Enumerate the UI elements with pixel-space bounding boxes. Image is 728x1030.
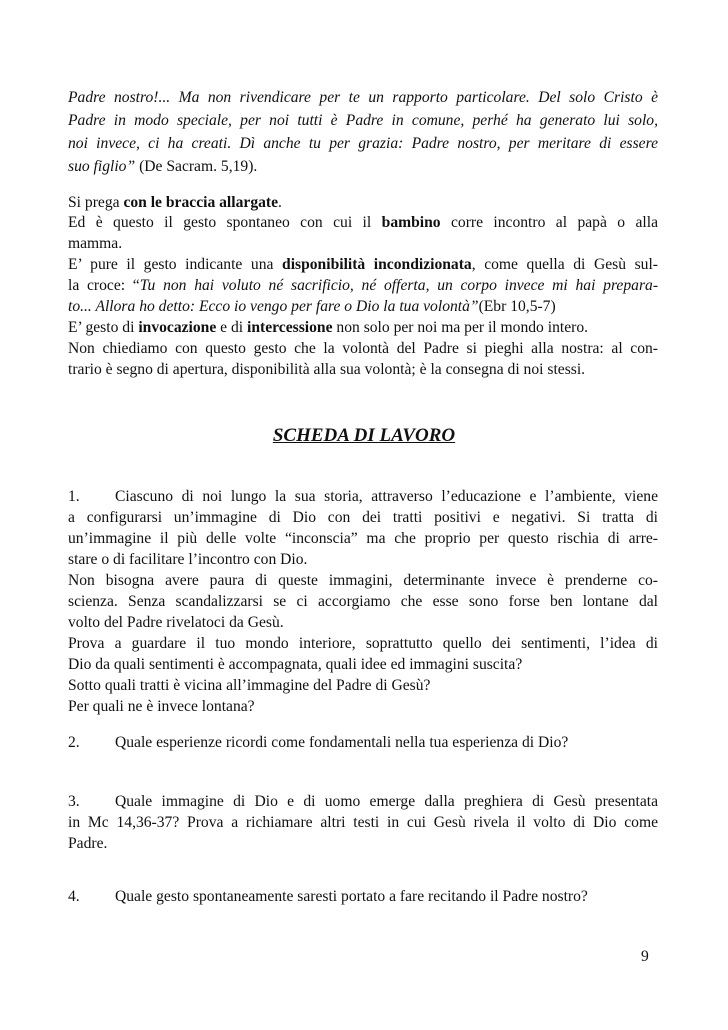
- paragraph-line: mamma.: [68, 235, 123, 252]
- paragraph-line: la croce: “Tu non hai voluto né sacrificio, né offerta, un corpo invece mi hai prepara-: [68, 277, 659, 294]
- question-line: stare o di facilitare l’incontro con Dio.: [68, 551, 308, 568]
- question-line: Prova a guardare il tuo mondo interiore, soprattutto quello dei sentimenti, l’idea di: [68, 635, 658, 652]
- quote-line: suo figlio” (De Sacram. 5,19).: [68, 158, 258, 175]
- quote-line: Padre nostro!... Ma non rivendicare per te un rapporto particolare. Del solo Cristo è: [68, 89, 658, 106]
- question-line: 2. Quale esperienze ricordi come fondamentali nella tua esperienza di Dio?: [68, 734, 569, 751]
- question-line: scienza. Senza scandalizzarsi se ci accorgiamo che esse sono forse ben lontane dal: [68, 593, 658, 610]
- question-number: 3.: [68, 793, 80, 810]
- page-number: 9: [641, 948, 649, 965]
- question-line: Per quali ne è invece lontana?: [68, 698, 255, 715]
- question-line: Padre.: [68, 835, 108, 852]
- question-number: 1.: [68, 488, 80, 505]
- paragraph-line: to... Allora ho detto: Ecco io vengo per fare o Dio la tua volontà”(Ebr 10,5-7): [68, 298, 556, 315]
- question-line: 1. Ciascuno di noi lungo la sua storia, attraverso l’educazione e l’ambiente, viene: [68, 488, 658, 505]
- question-line: volto del Padre rivelatoci da Gesù.: [68, 614, 284, 631]
- section-title: SCHEDA DI LAVORO: [272, 425, 456, 446]
- question-line: 3. Quale immagine di Dio e di uomo emerge dalla preghiera di Gesù presentata: [68, 793, 658, 810]
- question-line: a configurarsi un’immagine di Dio con dei tratti positivi e negativi. Si tratta di: [68, 509, 658, 526]
- question-line: in Mc 14,36-37? Prova a richiamare altri testi in cui Gesù rivela il volto di Dio come: [68, 814, 658, 831]
- quote-line: Padre in modo speciale, per noi tutti è Padre in comune, perhé ha generato lui solo,: [68, 112, 658, 129]
- paragraph-line: trario è segno di apertura, disponibilità alla sua volontà; è la consegna di noi stessi.: [68, 361, 586, 378]
- paragraph-line: Non chiediamo con questo gesto che la volontà del Padre si pieghi alla nostra: al con-: [68, 340, 658, 357]
- question-line: Non bisogna avere paura di queste immagini, determinante invece è prenderne co-: [68, 572, 658, 589]
- paragraph-line: E’ pure il gesto indicante una disponibilità incondizionata, come quella di Gesù sul-: [68, 256, 658, 273]
- question-line: un’immagine il più delle volte “inconscia” ma che proprio per questo rischia di arre-: [68, 530, 658, 547]
- paragraph-line: Ed è questo il gesto spontaneo con cui il bambino corre incontro al papà o alla: [68, 214, 658, 231]
- quote-citation: (De Sacram. 5,19).: [135, 158, 258, 175]
- paragraph-line: Si prega con le braccia allargate.: [68, 194, 282, 211]
- quote-line: noi invece, ci ha creati. Dì anche tu per grazia: Padre nostro, per meritare di essere: [68, 135, 658, 152]
- paragraph-line: E’ gesto di invocazione e di intercessione non solo per noi ma per il mondo intero.: [68, 319, 589, 336]
- question-line: Dio da quali sentimenti è accompagnata, quali idee ed immagini suscita?: [68, 656, 523, 673]
- question-line: Sotto quali tratti è vicina all’immagine del Padre di Gesù?: [68, 677, 431, 694]
- question-number: 2.: [68, 734, 80, 751]
- question-line: 4. Quale gesto spontaneamente saresti portato a fare recitando il Padre nostro?: [68, 888, 588, 905]
- question-number: 4.: [68, 888, 80, 905]
